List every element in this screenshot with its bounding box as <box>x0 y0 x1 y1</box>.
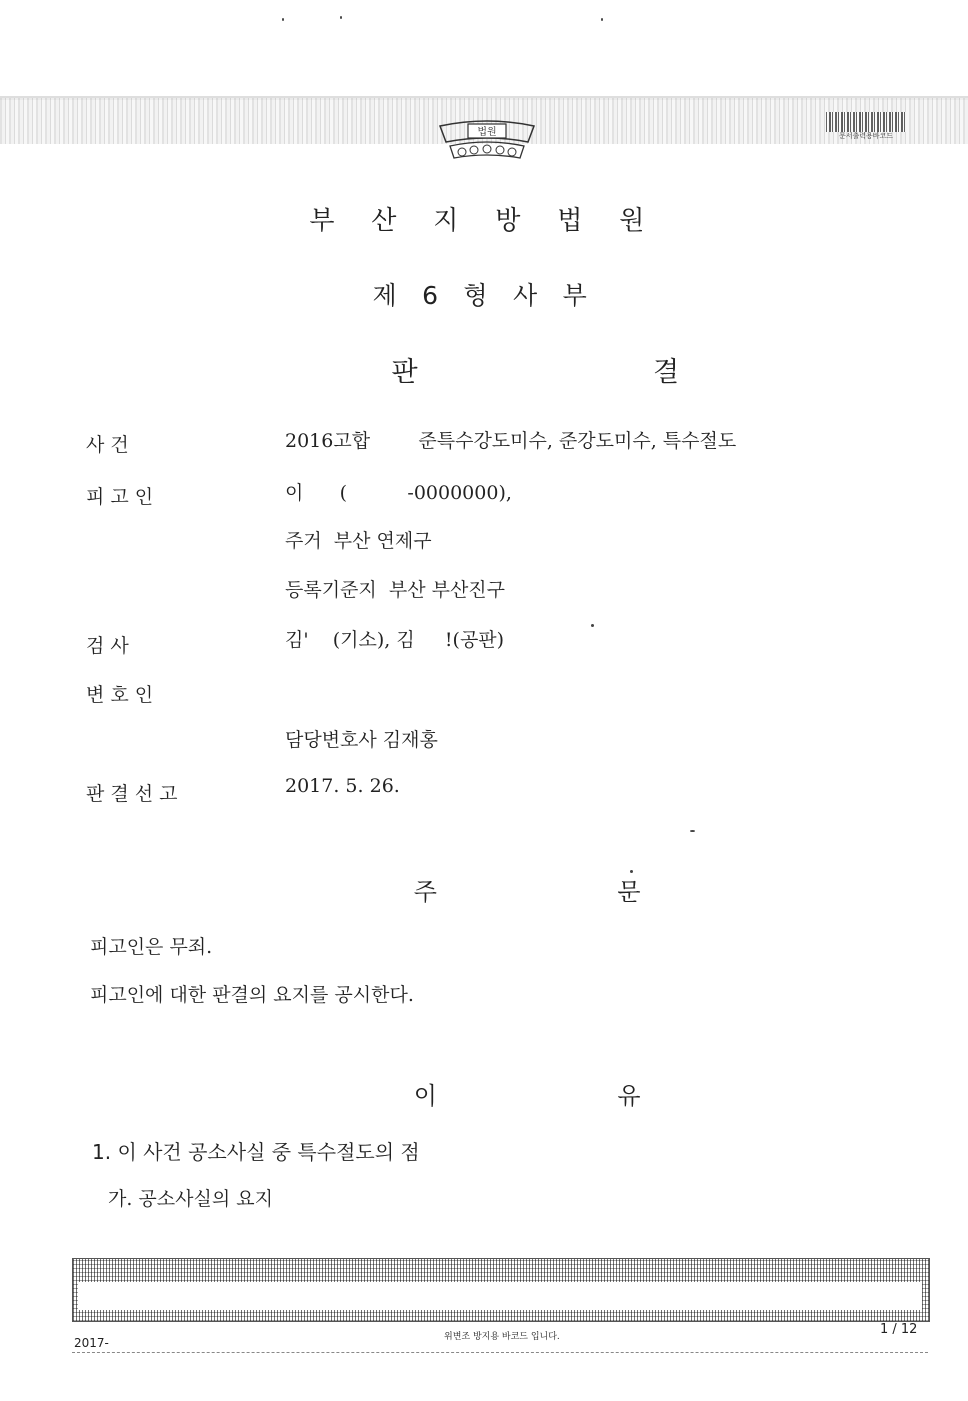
value-prosecutor: 김' (기소), 김 !(공판) <box>285 629 505 651</box>
scan-speck <box>601 18 603 21</box>
top-barcode <box>826 112 906 132</box>
value-registration: 등록기준지 부산 부산진구 <box>285 579 506 601</box>
emblem-text: 법원 <box>477 127 497 138</box>
scan-speck <box>340 16 342 19</box>
label-sentencing-date-text: 판 결 선 고 <box>86 783 178 805</box>
label-sentencing-date <box>86 779 196 806</box>
order-line-1: 피고인은 무죄. <box>90 936 213 958</box>
label-case <box>86 430 196 457</box>
order-line-2: 피고인에 대한 판결의 요지를 공시한다. <box>90 984 414 1006</box>
label-attorney-text: 변 호 인 <box>86 684 154 706</box>
document-code: 2017- <box>74 1336 109 1350</box>
court-emblem-icon <box>432 120 542 162</box>
label-case-text: 사 건 <box>86 434 129 456</box>
page-number: 1 / 12 <box>880 1322 918 1337</box>
label-prosecutor <box>86 631 196 658</box>
scan-speck <box>630 870 633 873</box>
value-residence: 주거 부산 연제구 <box>285 530 432 552</box>
value-defendant: 이 ( -0000000), <box>285 482 512 504</box>
label-defendant <box>86 482 196 509</box>
court-name: 부 산 지 방 법 원 <box>309 206 659 236</box>
anti-forgery-barcode-window <box>78 1282 922 1310</box>
scan-speck <box>282 18 284 21</box>
barcode-caption: 위변조 방지용 바코드 입니다. <box>444 1332 560 1342</box>
value-case: 2016고합 준특수강도미수, 준강도미수, 특수절도 <box>285 430 737 452</box>
label-attorney <box>86 680 196 707</box>
value-sentencing-date: 2017. 5. 26. <box>285 775 400 797</box>
label-defendant-text: 피 고 인 <box>86 486 154 508</box>
scan-speck <box>591 624 594 627</box>
top-barcode-label: 문서출력용바코드 <box>838 132 894 140</box>
reasons-heading-2: 가. 공소사실의 요지 <box>108 1188 273 1210</box>
scan-speck <box>690 830 695 832</box>
document-type: 판 결 <box>391 357 793 388</box>
reasons-title: 이 유 <box>413 1082 727 1110</box>
label-prosecutor-text: 검 사 <box>86 635 129 657</box>
reasons-heading-1: 1. 이 사건 공소사실 중 특수절도의 점 <box>92 1140 420 1164</box>
order-title: 주 문 <box>413 878 727 906</box>
footer-divider <box>72 1352 928 1353</box>
value-attorney: 담당변호사 김재홍 <box>285 729 438 751</box>
department-name: 제 6 형 사 부 <box>372 281 596 310</box>
